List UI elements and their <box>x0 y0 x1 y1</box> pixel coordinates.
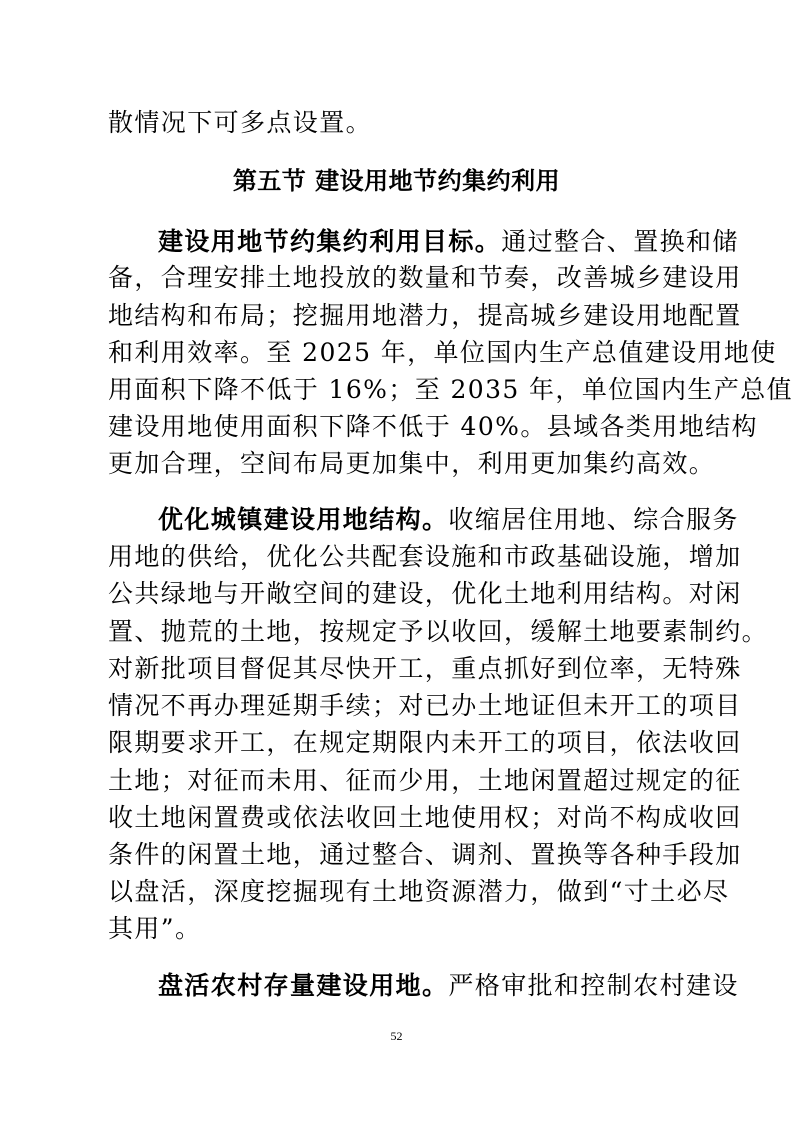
paragraph-1-line: 更加合理，空间布局更加集中，利用更加集约高效。 <box>108 449 716 478</box>
paragraph-2-line: 对新批项目督促其尽快开工，重点抓好到位率，无特殊 <box>108 654 742 683</box>
paragraph-2-line: 其用”。 <box>108 914 202 943</box>
paragraph-2-line: 限期要求开工，在规定期限内未开工的项目，依法收回 <box>108 728 742 757</box>
paragraph-1-line: 用面积下降不低于 16%；至 2035 年，单位国内生产总值 <box>108 375 793 404</box>
paragraph-1-line: 备，合理安排土地投放的数量和节奏，改善城乡建设用 <box>108 263 742 292</box>
page-number: 52 <box>390 1029 403 1043</box>
paragraph-1-lead-text: 通过整合、置换和储 <box>501 227 739 256</box>
paragraph-1-first-line <box>158 227 739 257</box>
paragraph-2-line: 收土地闲置费或依法收回土地使用权；对尚不构成收回 <box>108 803 742 832</box>
paragraph-3-heading: 盘活农村存量建设用地。 <box>158 971 449 1000</box>
section-title: 第五节 建设用地节约集约利用 <box>232 167 561 195</box>
paragraph-2-line: 公共绿地与开敞空间的建设，优化土地利用结构。对闲 <box>108 579 742 608</box>
paragraph-1-heading: 建设用地节约集约利用目标。 <box>158 227 502 256</box>
paragraph-1-line: 建设用地使用面积下降不低于 40%。县域各类用地结构 <box>108 412 758 441</box>
paragraph-2-line: 用地的供给，优化公共配套设施和市政基础设施，增加 <box>108 542 742 571</box>
paragraph-3-lead-text: 严格审批和控制农村建设 <box>448 971 739 1000</box>
paragraph-2-line: 土地；对征而未用、征而少用，土地闲置超过规定的征 <box>108 766 742 795</box>
paragraph-2-lead-text: 收缩居住用地、综合服务 <box>448 505 739 534</box>
paragraph-2-line: 置、抛荒的土地，按规定予以收回，缓解土地要素制约。 <box>108 617 769 646</box>
continuation-line: 散情况下可多点设置。 <box>108 108 373 137</box>
paragraph-2-first-line <box>158 505 739 535</box>
paragraph-2-heading: 优化城镇建设用地结构。 <box>158 505 449 534</box>
paragraph-3-first-line <box>158 971 739 1001</box>
paragraph-1-line: 和利用效率。至 2025 年，单位国内生产总值建设用地使 <box>108 338 777 367</box>
paragraph-2-line: 以盘活，深度挖掘现有土地资源潜力，做到“寸土必尽 <box>108 877 730 906</box>
paragraph-1-line: 地结构和布局；挖掘用地潜力，提高城乡建设用地配置 <box>108 301 742 330</box>
paragraph-2-line: 条件的闲置土地，通过整合、调剂、置换等各种手段加 <box>108 840 742 869</box>
paragraph-2-line: 情况不再办理延期手续；对已办土地证但未开工的项目 <box>108 691 742 720</box>
